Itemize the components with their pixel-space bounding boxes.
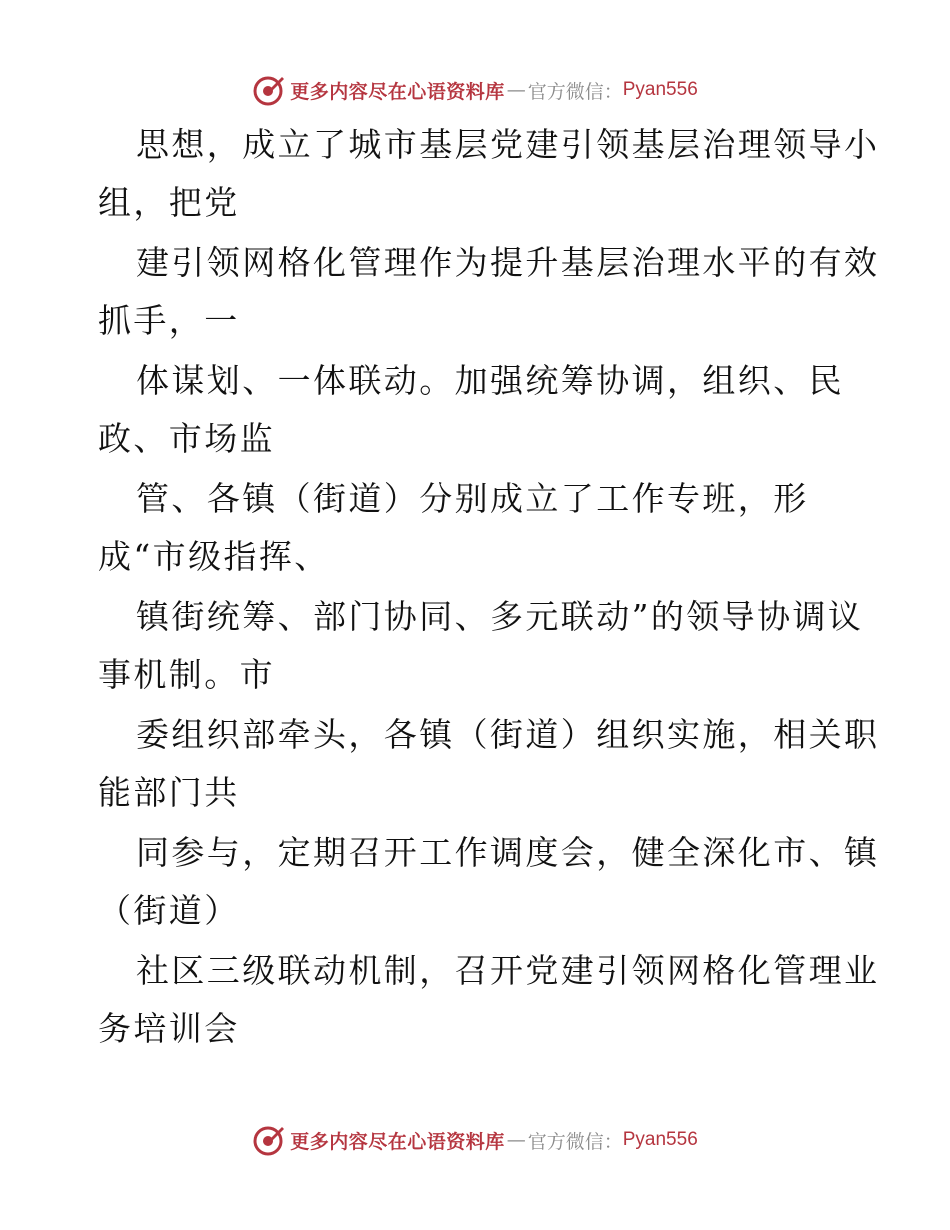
body-line: 组，把党 [98, 183, 240, 222]
body-line: 建引领网格化管理作为提升基层治理水平的有效 [136, 243, 880, 282]
body-line: 委组织部牵头，各镇（街道）组织实施，相关职 [136, 715, 880, 754]
watermark-wechat-id: Pyan556 [622, 1129, 698, 1150]
watermark-text: 更多内容尽在心语资料库 [290, 80, 505, 103]
watermark-wechat-label: 官方微信： [527, 1130, 623, 1153]
body-line: 思想，成立了城市基层党建引领基层治理领导小 [136, 125, 880, 164]
pen-logo-icon [252, 73, 286, 107]
body-line: 同参与，定期召开工作调度会，健全深化市、镇 [136, 833, 880, 872]
watermark-text: 更多内容尽在心语资料库 [290, 1130, 505, 1153]
body-line: 体谋划、一体联动。加强统筹协调，组织、民 [136, 361, 844, 400]
pen-logo-icon [252, 1123, 286, 1157]
watermark-separator: — [506, 1129, 526, 1151]
header-watermark [0, 70, 950, 110]
watermark-separator: — [506, 79, 526, 101]
body-line: （街道） [98, 891, 240, 930]
body-line: 成“市级指挥、 [98, 537, 330, 576]
body-line: 政、市场监 [98, 419, 275, 458]
body-line: 事机制。市 [98, 655, 275, 694]
body-line: 管、各镇（街道）分别成立了工作专班，形 [136, 479, 809, 518]
body-line: 镇街统筹、部门协同、多元联动”的领导协调议 [136, 597, 864, 636]
watermark-wechat-label: 官方微信： [527, 80, 623, 103]
body-line: 务培训会 [98, 1009, 240, 1048]
body-line: 能部门共 [98, 773, 240, 812]
body-line: 社区三级联动机制，召开党建引领网格化管理业 [136, 951, 880, 990]
body-line: 抓手，一 [98, 301, 240, 340]
footer-watermark [0, 1120, 950, 1160]
watermark-wechat-id: Pyan556 [622, 79, 698, 100]
